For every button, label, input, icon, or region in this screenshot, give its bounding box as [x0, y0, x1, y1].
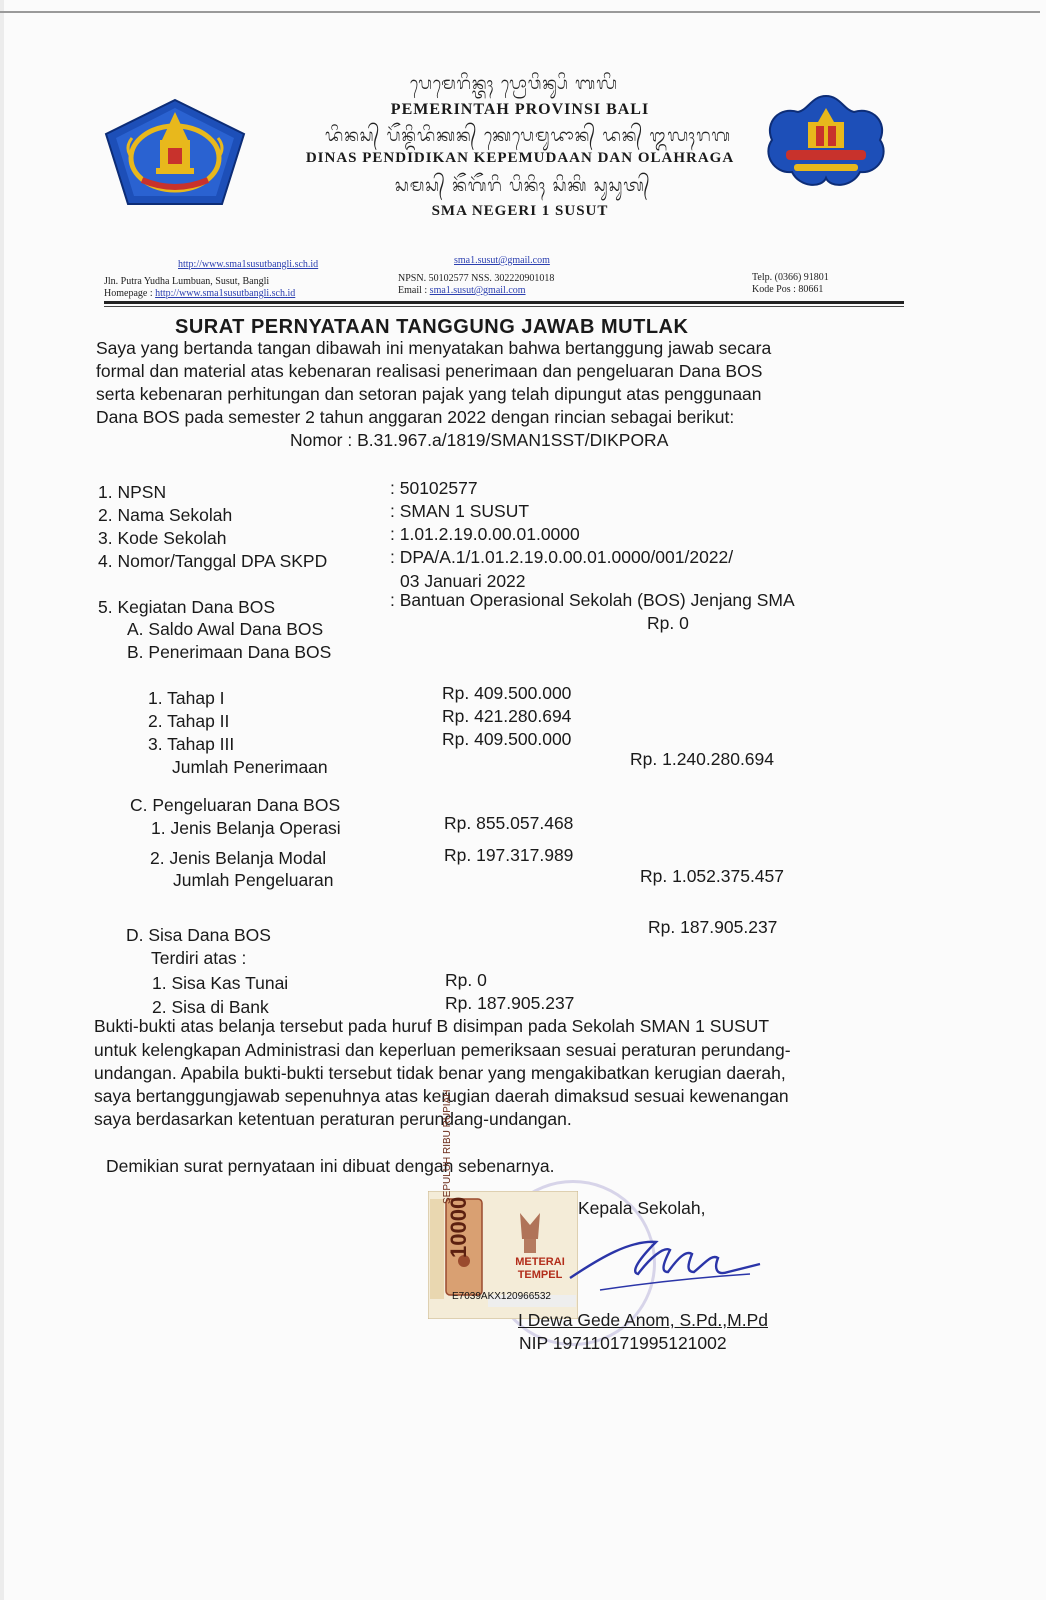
document-number: Nomor : B.31.967.a/1819/SMAN1SST/DIKPORA [290, 430, 669, 450]
handwritten-signature [560, 1228, 770, 1308]
email-link[interactable]: sma1.susut@gmail.com [429, 285, 526, 296]
expenditure-label: C. Pengeluaran Dana BOS [130, 795, 341, 815]
letterhead-rule-thin [104, 306, 904, 307]
consists-of-label: Terdiri atas : [151, 948, 247, 968]
npsn-nss: NPSN. 50102577 NSS. 302220901018 [398, 273, 555, 284]
government-name: PEMERINTAH PROVINSI BALI [390, 101, 650, 118]
agency-name: DINAS PENDIDIKAN KEPEMUDAAN DAN OLAHRAGA [305, 150, 735, 166]
closing-line-1: Bukti-bukti atas belanja tersebut pada huruf B disimpan pada Sekolah SMAN 1 SUSUT [94, 1016, 770, 1036]
intro-line-2: formal dan material atas kebenaran realisasi penerimaan dan pengeluaran Dana BOS [96, 361, 763, 381]
school-code-label: 3. Kode Sekolah [98, 528, 227, 548]
school-name-value: : SMAN 1 SUSUT [390, 501, 530, 521]
opening-balance-label: A. Saldo Awal Dana BOS [127, 619, 324, 639]
closing-line-4: saya bertanggungjawab sepenuhnya atas kerugian daerah dimaksud sesuai kewenangan [94, 1086, 789, 1106]
total-expenditure-label: Jumlah Pengeluaran [173, 870, 334, 890]
balinese-agency-line: ᬤᬶᬦᬲ᭄ ᬧᭂᬦ᭄ᬤᬶᬤᬶᬓᬦ᭄ ᬓᬾᬧᬾᬫᬸᬤᬵᬦ᭄ ᬤᬦ᭄ ᬑᬮᬄᬭᬕ [325, 126, 732, 146]
stage-3-label: 3. Tahap III [148, 734, 235, 754]
cash-balance-value: Rp. 0 [445, 970, 487, 990]
postal-code: Kode Pos : 80661 [752, 284, 824, 295]
letterhead-rule-thick [104, 301, 904, 304]
activity-value: : Bantuan Operasional Sekolah (BOS) Jenjang SMA [390, 590, 795, 610]
school-name-label: 2. Nama Sekolah [98, 505, 233, 525]
balinese-school-line: ᬲᬫᬲ᭄ ᬦᭂᬕᭂᬭᬶ ᬧᬶᬦᬶᬄ ᬲᬶᬓᬶ ᬲᬸᬲᬸᬢ᭄ [395, 176, 651, 196]
signer-nip: NIP 197110171995121002 [519, 1333, 727, 1353]
stamp-serial: E7039AKX120966532 [452, 1291, 551, 1302]
dpa-date: 03 Januari 2022 [400, 571, 526, 591]
cash-balance-label: 1. Sisa Kas Tunai [152, 973, 289, 993]
school-name: SMA NEGERI 1 SUSUT [431, 203, 609, 219]
total-receipts-label: Jumlah Penerimaan [172, 757, 328, 777]
intro-line-1: Saya yang bertanda tangan dibawah ini menyatakan bahwa bertanggung jawab secara [96, 338, 772, 358]
receipts-label: B. Penerimaan Dana BOS [127, 642, 332, 662]
opening-balance-value: Rp. 0 [647, 613, 689, 633]
npsn-value: : 50102577 [390, 478, 478, 498]
email-line: Email : sma1.susut@gmail.com [398, 285, 526, 296]
stage-2-label: 2. Tahap II [148, 711, 230, 731]
stage-1-value: Rp. 409.500.000 [442, 683, 572, 703]
closing-line-2: untuk kelengkapan Administrasi dan keperluan pemeriksaan sesuai peraturan perundang- [94, 1040, 791, 1060]
stage-1-label: 1. Tahap I [148, 688, 225, 708]
capital-spending-value: Rp. 197.317.989 [444, 845, 574, 865]
balinese-government-line: ᬧᬾᬫᬾᬭᬶᬦ᭄ᬢᬄ ᬧ᭄ᬭᭀᬯᬶᬦ᭄ᬲᬶ ᬩᬮᬶ [410, 74, 619, 94]
document-title: SURAT PERNYATAAN TANGGUNG JAWAB MUTLAK [175, 316, 689, 338]
top-rule [0, 11, 1040, 13]
stamp-value: 10000 [446, 1196, 471, 1258]
stage-2-value: Rp. 421.280.694 [442, 706, 572, 726]
stage-3-value: Rp. 409.500.000 [442, 729, 572, 749]
stamp-label: METERAI TEMPEL [515, 1256, 565, 1281]
activity-label: 5. Kegiatan Dana BOS [98, 597, 276, 617]
signer-title: Kepala Sekolah, [578, 1198, 706, 1218]
closing-statement: Demikian surat pernyataan ini dibuat dengan sebenarnya. [106, 1156, 555, 1176]
bank-balance-value: Rp. 187.905.237 [445, 993, 575, 1013]
homepage-link[interactable]: http://www.sma1susutbangli.sch.id [155, 288, 296, 299]
stamp-side-text: SEPULUH RIBU RUPIAH [442, 1089, 453, 1204]
page-edge [0, 0, 4, 1600]
capital-spending-label: 2. Jenis Belanja Modal [150, 848, 327, 868]
dpa-value: : DPA/A.1/1.01.2.19.0.00.01.0000/001/2022/ [390, 547, 734, 567]
email-top-link[interactable]: sma1.susut@gmail.com [454, 255, 550, 266]
homepage-line: Homepage : http://www.sma1susutbangli.sch.id [104, 288, 296, 299]
school-code-value: : 1.01.2.19.0.00.01.0000 [390, 524, 580, 544]
homepage-top-link[interactable]: http://www.sma1susutbangli.sch.id [178, 259, 319, 270]
school-address: Jln. Putra Yudha Lumbuan, Susut, Bangli [104, 276, 270, 287]
closing-line-3: undangan. Apabila bukti-bukti tersebut tidak benar yang mengakibatkan kerugian daerah, [94, 1063, 786, 1083]
bali-province-crest-icon [102, 98, 248, 208]
remaining-funds-label: D. Sisa Dana BOS [126, 925, 271, 945]
intro-line-3: serta kebenaran perhitungan dan setoran pajak yang telah dipungut atas penggunaan [96, 384, 762, 404]
remaining-funds-value: Rp. 187.905.237 [648, 917, 778, 937]
intro-line-4: Dana BOS pada semester 2 tahun anggaran 2022 dengan rincian sebagai berikut: [96, 407, 735, 427]
operational-spending-value: Rp. 855.057.468 [444, 813, 574, 833]
bank-balance-label: 2. Sisa di Bank [152, 997, 269, 1017]
total-receipts-value: Rp. 1.240.280.694 [630, 749, 775, 769]
npsn-label: 1. NPSN [98, 482, 167, 502]
dpa-label: 4. Nomor/Tanggal DPA SKPD [98, 551, 328, 571]
closing-line-5: saya berdasarkan ketentuan peraturan perundang-undangan. [94, 1109, 572, 1129]
operational-spending-label: 1. Jenis Belanja Operasi [151, 818, 341, 838]
total-expenditure-value: Rp. 1.052.375.457 [640, 866, 785, 886]
school-crest-icon [760, 92, 892, 190]
signer-name: I Dewa Gede Anom, S.Pd.,M.Pd [518, 1310, 768, 1330]
telephone: Telp. (0366) 91801 [752, 272, 829, 283]
